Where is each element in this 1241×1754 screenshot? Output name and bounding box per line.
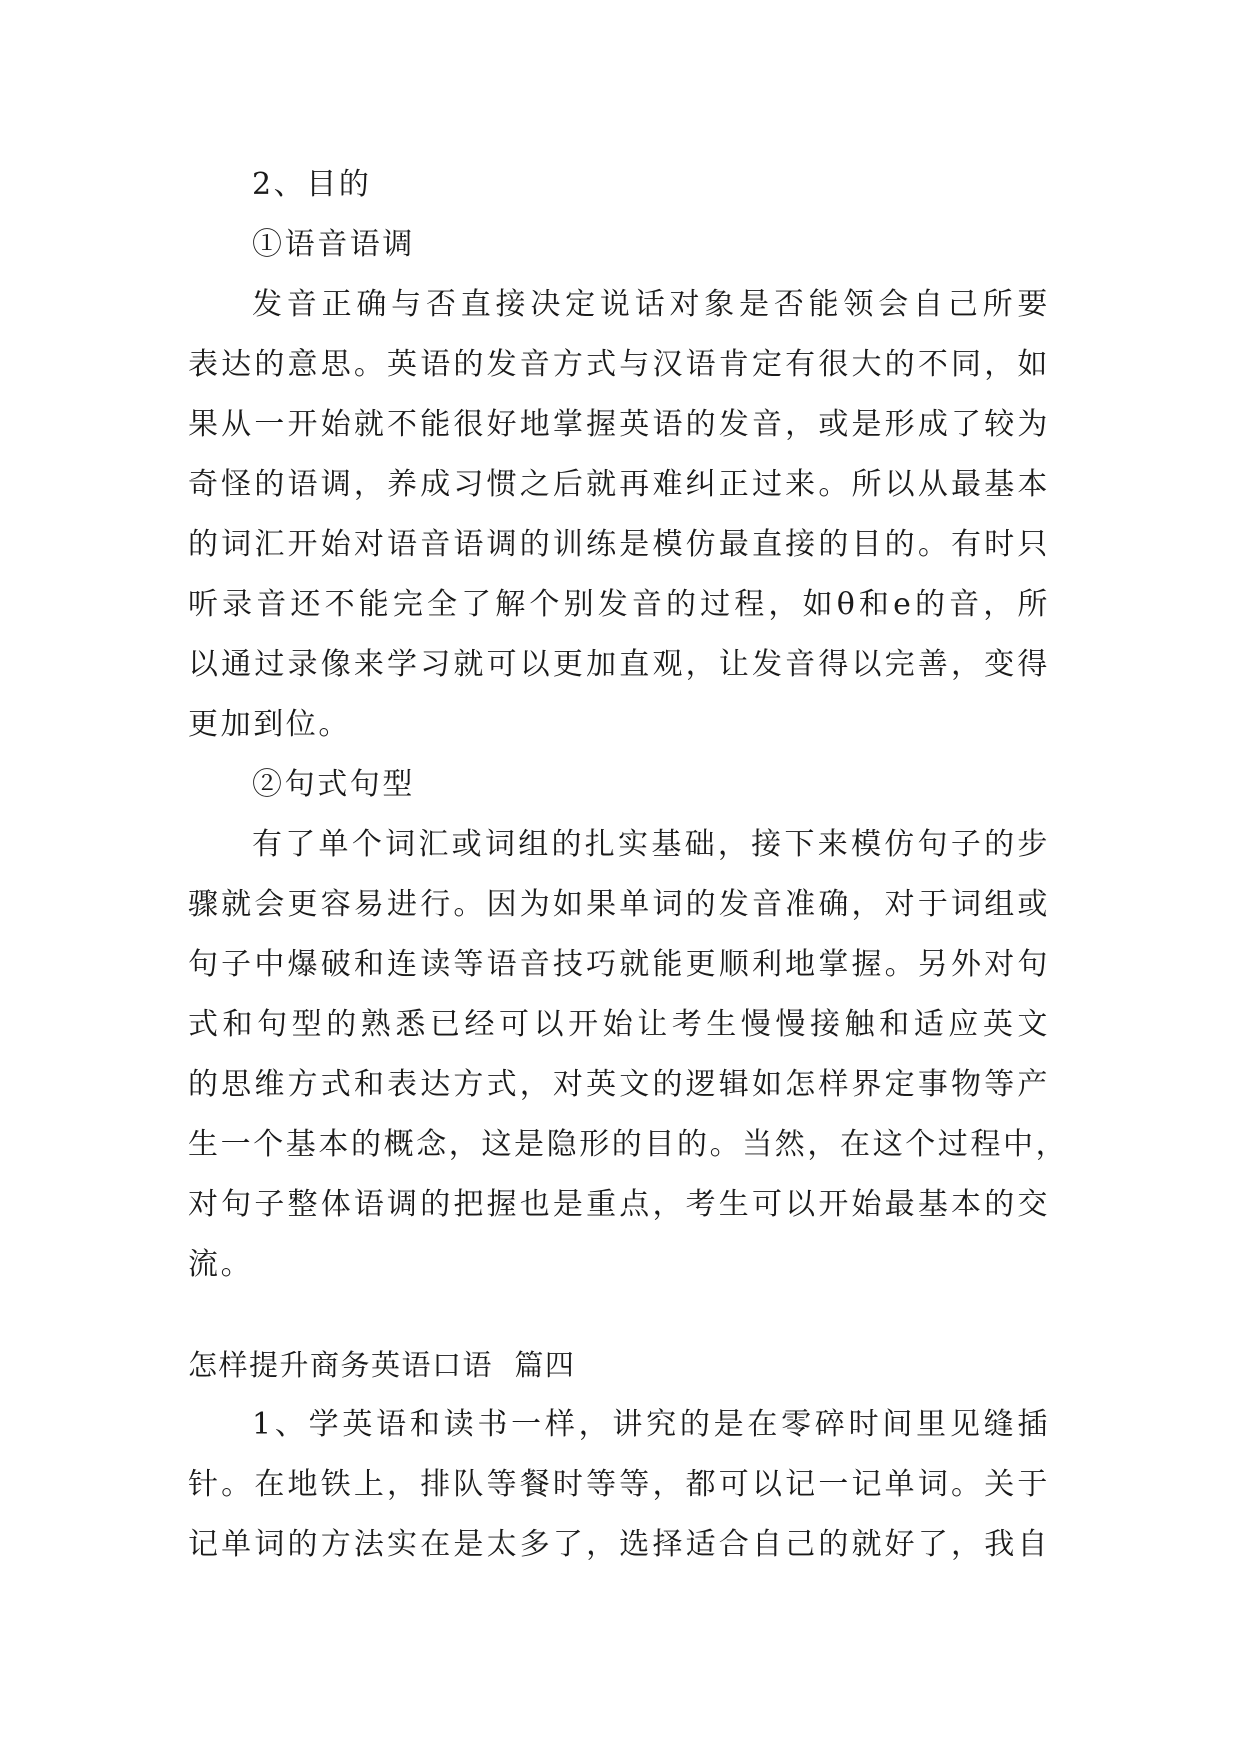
paragraph-line: 更加到位。 (188, 707, 351, 742)
paragraph-line: 表达的意思。英语的发音方式与汉语肯定有很大的不同，如 (188, 347, 1050, 382)
paragraph-line: 听录音还不能完全了解个别发音的过程，如θ和e的音，所 (188, 587, 1050, 622)
paragraph-line: 对句子整体语调的把握也是重点，考生可以开始最基本的交 (188, 1187, 1050, 1222)
subheading-sentence-patterns: ②句式句型 (252, 767, 415, 802)
article-section-heading: 怎样提升商务英语口语 篇四 (188, 1348, 576, 1382)
paragraph-line: 针。在地铁上，排队等餐时等等，都可以记一记单词。关于 (188, 1467, 1050, 1502)
paragraph-line: 的思维方式和表达方式，对英文的逻辑如怎样界定事物等产 (188, 1067, 1050, 1102)
paragraph-line: 以通过录像来学习就可以更加直观，让发音得以完善，变得 (188, 647, 1050, 682)
paragraph-line: 1、学英语和读书一样，讲究的是在零碎时间里见缝插 (252, 1407, 1050, 1442)
paragraph-line: 句子中爆破和连读等语音技巧就能更顺利地掌握。另外对句 (188, 947, 1050, 982)
paragraph-line: 骤就会更容易进行。因为如果单词的发音准确，对于词组或 (188, 887, 1050, 922)
paragraph-line: 有了单个词汇或词组的扎实基础，接下来模仿句子的步 (252, 827, 1050, 862)
paragraph-line: 记单词的方法实在是太多了，选择适合自己的就好了，我自 (188, 1527, 1050, 1562)
paragraph-line: 流。 (188, 1247, 254, 1282)
paragraph-line: 果从一开始就不能很好地掌握英语的发音，或是形成了较为 (188, 407, 1050, 442)
paragraph-line: 奇怪的语调，养成习惯之后就再难纠正过来。所以从最基本 (188, 467, 1050, 502)
subheading-pronunciation: ①语音语调 (252, 227, 415, 262)
paragraph-line: 的词汇开始对语音语调的训练是模仿最直接的目的。有时只 (188, 527, 1050, 562)
section-heading-purpose: 2、目的 (252, 167, 372, 202)
paragraph-line: 式和句型的熟悉已经可以开始让考生慢慢接触和适应英文 (188, 1007, 1050, 1042)
paragraph-line: 发音正确与否直接决定说话对象是否能领会自己所要 (252, 287, 1050, 322)
paragraph-line: 生一个基本的概念，这是隐形的目的。当然，在这个过程中， (188, 1127, 1069, 1162)
